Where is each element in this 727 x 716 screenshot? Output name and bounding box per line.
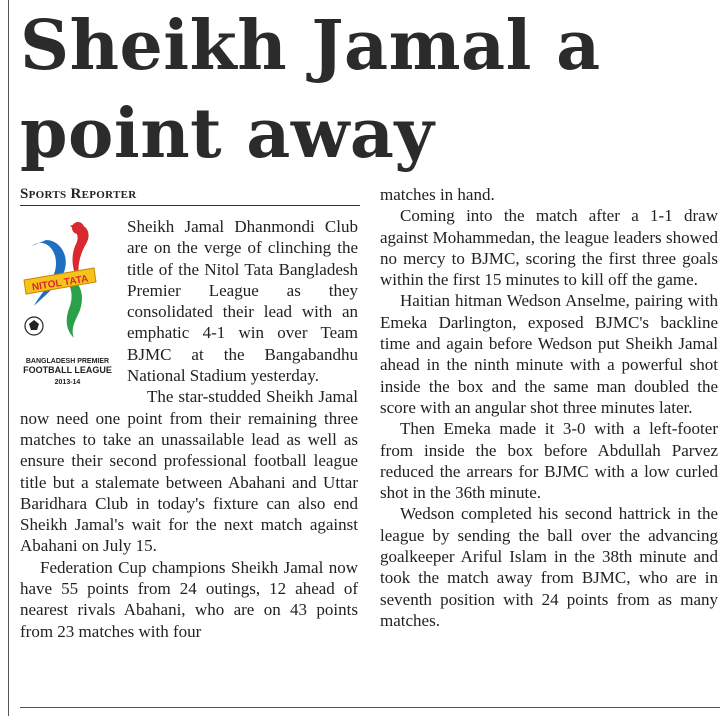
bottom-rule — [20, 707, 720, 708]
logo-badge-text: NITOL TATA — [31, 273, 90, 294]
paragraph-7: Wedson completed his second hattrick in the league by sending the ball over the advancing goalkeeper Ariful Islam in the 38th minute and took the match away from BJMC, who are in seventh position with 24 points from as many matches. — [380, 504, 718, 630]
logo-caption-line1: BANGLADESH PREMIER — [25, 358, 110, 365]
logo-caption-line2: FOOTBALL LEAGUE — [23, 365, 112, 375]
paragraph-6: Then Emeka made it 3-0 with a left-footer from inside the box before Abdullah Parvez reduced the arrears for BJMC with a low curled shot in the 36th minute. — [380, 419, 718, 503]
paragraph-5: Haitian hitman Wedson Anselme, pairing with Emeka Darlington, exposed BJMC's backline time and again before Wedson put Sheikh Jamal ahead in the ninth minute with a powerful shot inside the box and the same man doubled the score with an angular shot three minutes later. — [380, 291, 718, 417]
league-logo — [20, 216, 115, 396]
logo-caption-season: 2013-14 — [54, 379, 81, 386]
byline: Sports Reporter — [20, 186, 360, 206]
left-column-rule — [8, 0, 9, 716]
paragraph-3-continued: matches in hand. — [380, 185, 495, 204]
article-column-right — [380, 184, 718, 631]
paragraph-3: Federation Cup champions Sheikh Jamal now have 55 points from 24 outings, 12 ahead of nearest rivals Abahani, who are on 43 points from 23 matches with four — [20, 557, 358, 641]
article-column-left — [20, 216, 358, 642]
article-headline: Sheikh Jamal a point away — [20, 6, 601, 174]
paragraph-1: Sheikh Jamal Dhanmondi Club are on the verge of clinching the title of the Nitol Tata Bangladesh Premier League as they consolidated their lead with an emphatic 4-1 win over Team BJMC at the Bangabandhu National Stadium yesterday. — [127, 217, 358, 386]
league-logo-graphic — [20, 216, 115, 351]
paragraph-2: The star-studded Sheikh Jamal now need one point from their remaining three matches to take an unassailable lead as well as ensure their second professional football league title but a stalemate between Abahani and Uttar Baridhara Club in today's fixture can also end Sheikh Jamal's wait for the next match against Abahani on July 15. — [20, 387, 358, 556]
paragraph-4: Coming into the match after a 1-1 draw against Mohammedan, the league leaders showed no mercy to BJMC, scoring the first three goals within the first 15 minutes to kill off the game. — [380, 206, 718, 290]
